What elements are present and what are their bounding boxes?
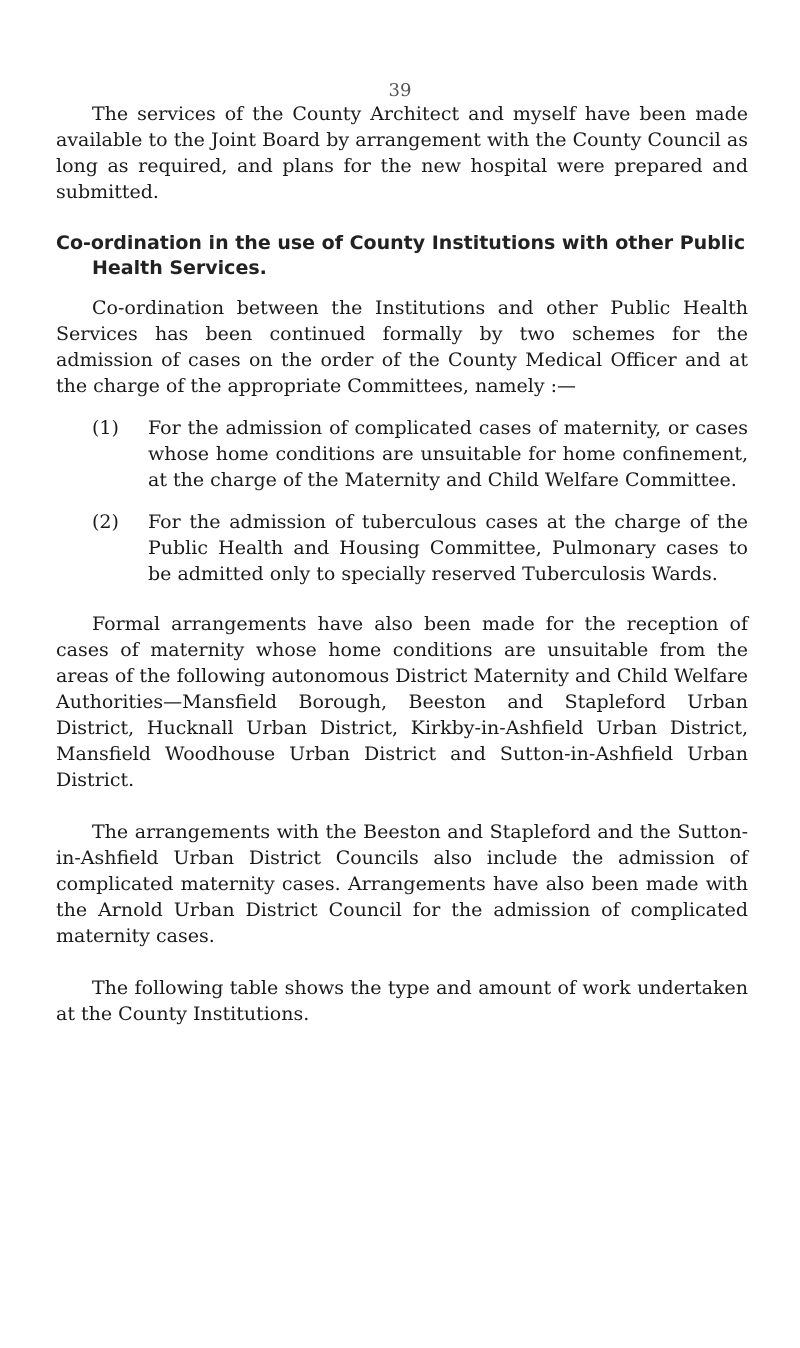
formal-arrangements-paragraph: Formal arrangements have also been made for the reception of cases of maternity whose home conditions are unsuitable from the areas of the following autonomous District Maternity and Child Welfare Authorities—Mansfield Borough, Beeston and Stapleford Urban District, Hucknall Urban District, Kirkby-in-Ashfield Urban District, Mansfield Woodhouse Urban District and Sutton-in-Ashfield Urban District.: [56, 613, 748, 791]
list-item-text: For the admission of complicated cases of maternity, or cases whose home conditions are unsuitable for home confinement, at the charge of the Maternity and Child Welfare Committee.: [148, 417, 748, 491]
list-item: [56, 509, 748, 587]
coordination-paragraph: Co-ordination between the Institutions and other Public Health Services has been continued formally by two schemes for the admission of cases on the order of the County Medical Officer and at the charge of the appropriate Committees, namely :—: [56, 297, 748, 397]
section-heading: Co-ordination in the use of County Institutions with other Public Health Services.: [56, 232, 746, 279]
arrangements-paragraph: The arrangements with the Beeston and Stapleford and the Sutton-in-Ashfield Urban District Councils also include the admission of complicated maternity cases. Arrangements have also been made with the Arnold Urban District Council for the admission of complicated maternity cases.: [56, 821, 748, 947]
intro-paragraph: The services of the County Architect and myself have been made available to the Joint Board by arrangement with the County Council as long as required, and plans for the new hospital were prepared and submitted.: [56, 103, 748, 203]
list-item-text: For the admission of tuberculous cases at the charge of the Public Health and Housing Committee, Pulmonary cases to be admitted only to specially reserved Tuberculosis Wards.: [148, 511, 748, 585]
list-item-number: (1): [92, 417, 119, 439]
page-number: 39: [388, 80, 412, 101]
table-intro-paragraph: The following table shows the type and amount of work undertaken at the County Institutions.: [56, 977, 748, 1025]
list-item-number: (2): [92, 511, 119, 533]
list-item: [56, 415, 748, 493]
document-page: [56, 84, 748, 1027]
